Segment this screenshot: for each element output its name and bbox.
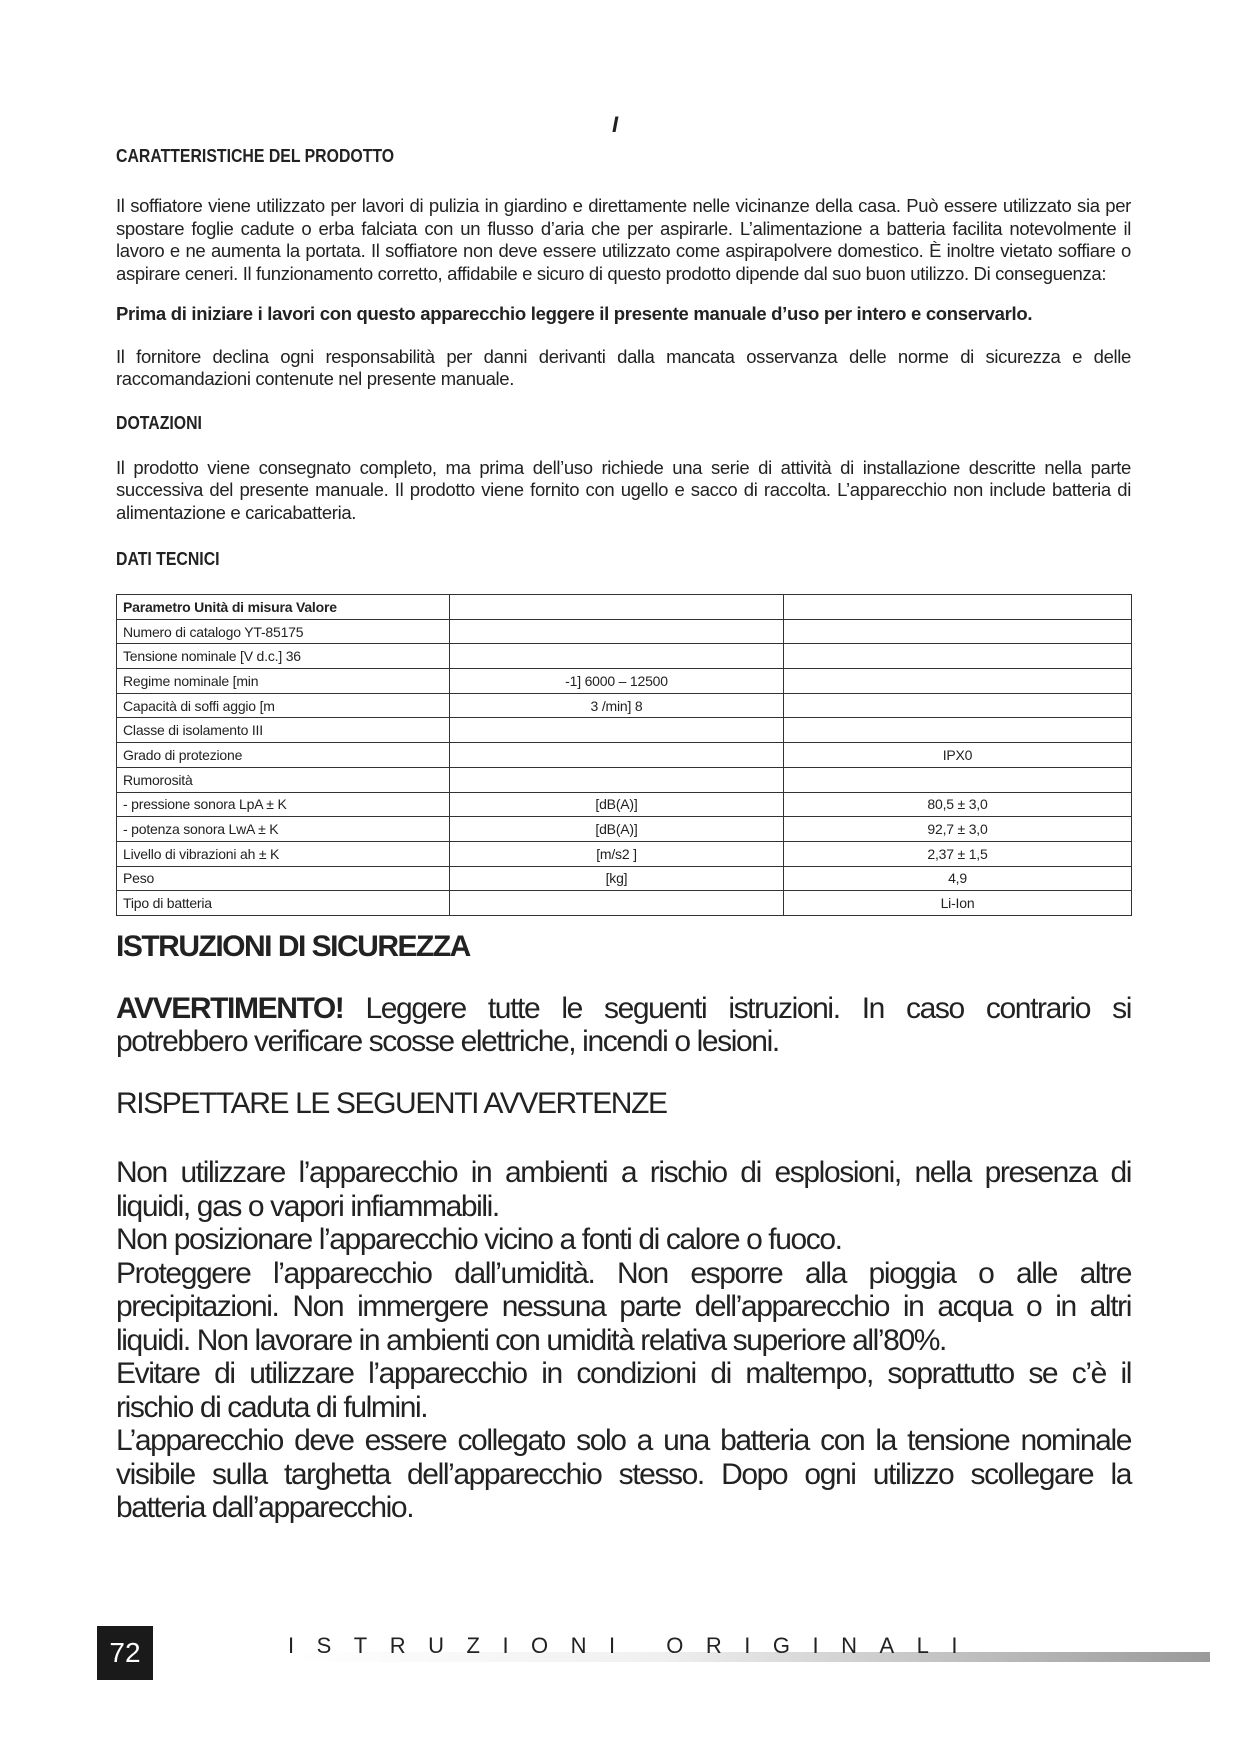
table-row [117,743,1132,768]
table-cell: Capacità di soffi aggio [m [117,693,450,718]
table-cell: [m/s2 ] [450,841,784,866]
table-cell [450,595,784,620]
table-cell [450,718,784,743]
safety-rule: L’apparecchio deve essere collegato solo a una batteria con la tensione nominale visibile sulla targhetta dell’apparecchio stesso. Dopo ogni utilizzo scollegare la batteria dall’apparecchio. [116,1424,1131,1525]
safety-rules-list [116,1156,1131,1525]
safety-rule: Proteggere l’apparecchio dall’umidità. Non esporre alla pioggia o alle altre precipitazioni. Non immergere nessuna parte dell’apparecchio in acqua o in altri liquidi. Non lavorare in ambienti con umidità relativa superiore all’80%. [116,1256,1131,1357]
table-cell: [dB(A)] [450,792,784,817]
table-cell [450,767,784,792]
table-cell: [dB(A)] [450,817,784,842]
table-cell: Parametro Unità di misura Valore [117,595,450,620]
safety-heading: ISTRUZIONI DI SICUREZZA [116,929,470,963]
table-cell: [kg] [450,866,784,891]
table-row [117,718,1132,743]
table-row [117,817,1132,842]
liability-paragraph: Il fornitore declina ogni responsabilità per danni derivanti dalla mancata osservanza delle norme di sicurezza e delle raccomandazioni contenute nel presente manuale. [116,345,1131,389]
table-row [117,891,1132,916]
table-cell [784,718,1132,743]
table-cell: Livello di vibrazioni ah ± K [117,841,450,866]
table-cell: - pressione sonora LpA ± K [117,792,450,817]
warning-text: Leggere tutte le seguenti istruzioni. In caso contrario si potrebbero verificare scosse elettriche, incendi o lesioni. [116,991,1131,1059]
table-row [117,841,1132,866]
table-row [117,693,1132,718]
respect-heading: RISPETTARE LE SEGUENTI AVVERTENZE [116,1086,667,1120]
equipment-paragraph: Il prodotto viene consegnato completo, ma prima dell’uso richiede una serie di attività di installazione descritte nella parte successiva del presente manuale. Il prodotto viene fornito con ugello e sacco di raccolta. L’apparecchio non include batteria di alimentazione e caricabatteria. [116,456,1131,523]
table-row [117,669,1132,694]
table-cell: Numero di catalogo YT-85175 [117,619,450,644]
equipment-heading: DOTAZIONI [116,412,202,433]
table-cell [784,619,1132,644]
table-cell [784,595,1132,620]
warning-paragraph [116,992,1131,1059]
table-cell: - potenza sonora LwA ± K [117,817,450,842]
table-cell: 80,5 ± 3,0 [784,792,1132,817]
table-cell: IPX0 [784,743,1132,768]
safety-rule: Evitare di utilizzare l’apparecchio in condizioni di maltempo, soprattutto se c’è il rischio di caduta di fulmini. [116,1357,1131,1424]
table-cell: -1] 6000 – 12500 [450,669,784,694]
table-cell [450,619,784,644]
tech-data-table [116,594,1132,916]
table-row [117,595,1132,620]
page-number: 72 [97,1626,153,1680]
table-cell: 2,37 ± 1,5 [784,841,1132,866]
table-cell: Peso [117,866,450,891]
warning-label: AVVERTIMENTO! [116,991,344,1025]
table-cell: Li-Ion [784,891,1132,916]
table-cell [784,644,1132,669]
language-mark: I [612,112,619,137]
tech-data-heading: DATI TECNICI [116,549,220,569]
table-cell: Grado di protezione [117,743,450,768]
table-cell: Tipo di batteria [117,891,450,916]
table-cell: 4,9 [784,866,1132,891]
product-heading: CARATTERISTICHE DEL PRODOTTO [116,146,395,166]
product-warning-bold: Prima di iniziare i lavori con questo apparecchio leggere il presente manuale d’uso per intero e conservarlo. [116,303,1033,324]
table-cell: 3 /min] 8 [450,693,784,718]
table-row [117,619,1132,644]
table-row [117,644,1132,669]
table-cell: Rumorosità [117,767,450,792]
table-cell [450,644,784,669]
table-cell [450,891,784,916]
table-cell: Classe di isolamento III [117,718,450,743]
page-content [116,146,1131,1525]
table-row [117,767,1132,792]
safety-rule: Non posizionare l’apparecchio vicino a fonti di calore o fuoco. [116,1223,842,1257]
safety-rule: Non utilizzare l’apparecchio in ambienti a rischio di esplosioni, nella presenza di liquidi, gas o vapori infiammabili. [116,1156,1131,1223]
table-row [117,792,1132,817]
table-cell: Regime nominale [min [117,669,450,694]
product-description: Il soffiatore viene utilizzato per lavori di pulizia in giardino e direttamente nelle vicinanze della casa. Può essere utilizzato sia per spostare foglie cadute o erba falciata con un flusso d’aria che per aspirarle. L’alimentazione a batteria facilita notevolmente il lavoro e ne aumenta la portata. Il soffiatore non deve essere utilizzato come aspirapolvere domestico. È inoltre vietato soffiare o aspirare ceneri. Il funzionamento corretto, affidabile e sicuro di questo prodotto dipende dal suo buon utilizzo. Di conseguenza: [116,195,1131,284]
footer-caption: ISTRUZIONI ORIGINALI [288,1633,981,1658]
table-cell: Tensione nominale [V d.c.] 36 [117,644,450,669]
table-cell: 92,7 ± 3,0 [784,817,1132,842]
table-cell [784,693,1132,718]
table-cell [450,743,784,768]
table-row [117,866,1132,891]
table-cell [784,767,1132,792]
table-cell [784,669,1132,694]
